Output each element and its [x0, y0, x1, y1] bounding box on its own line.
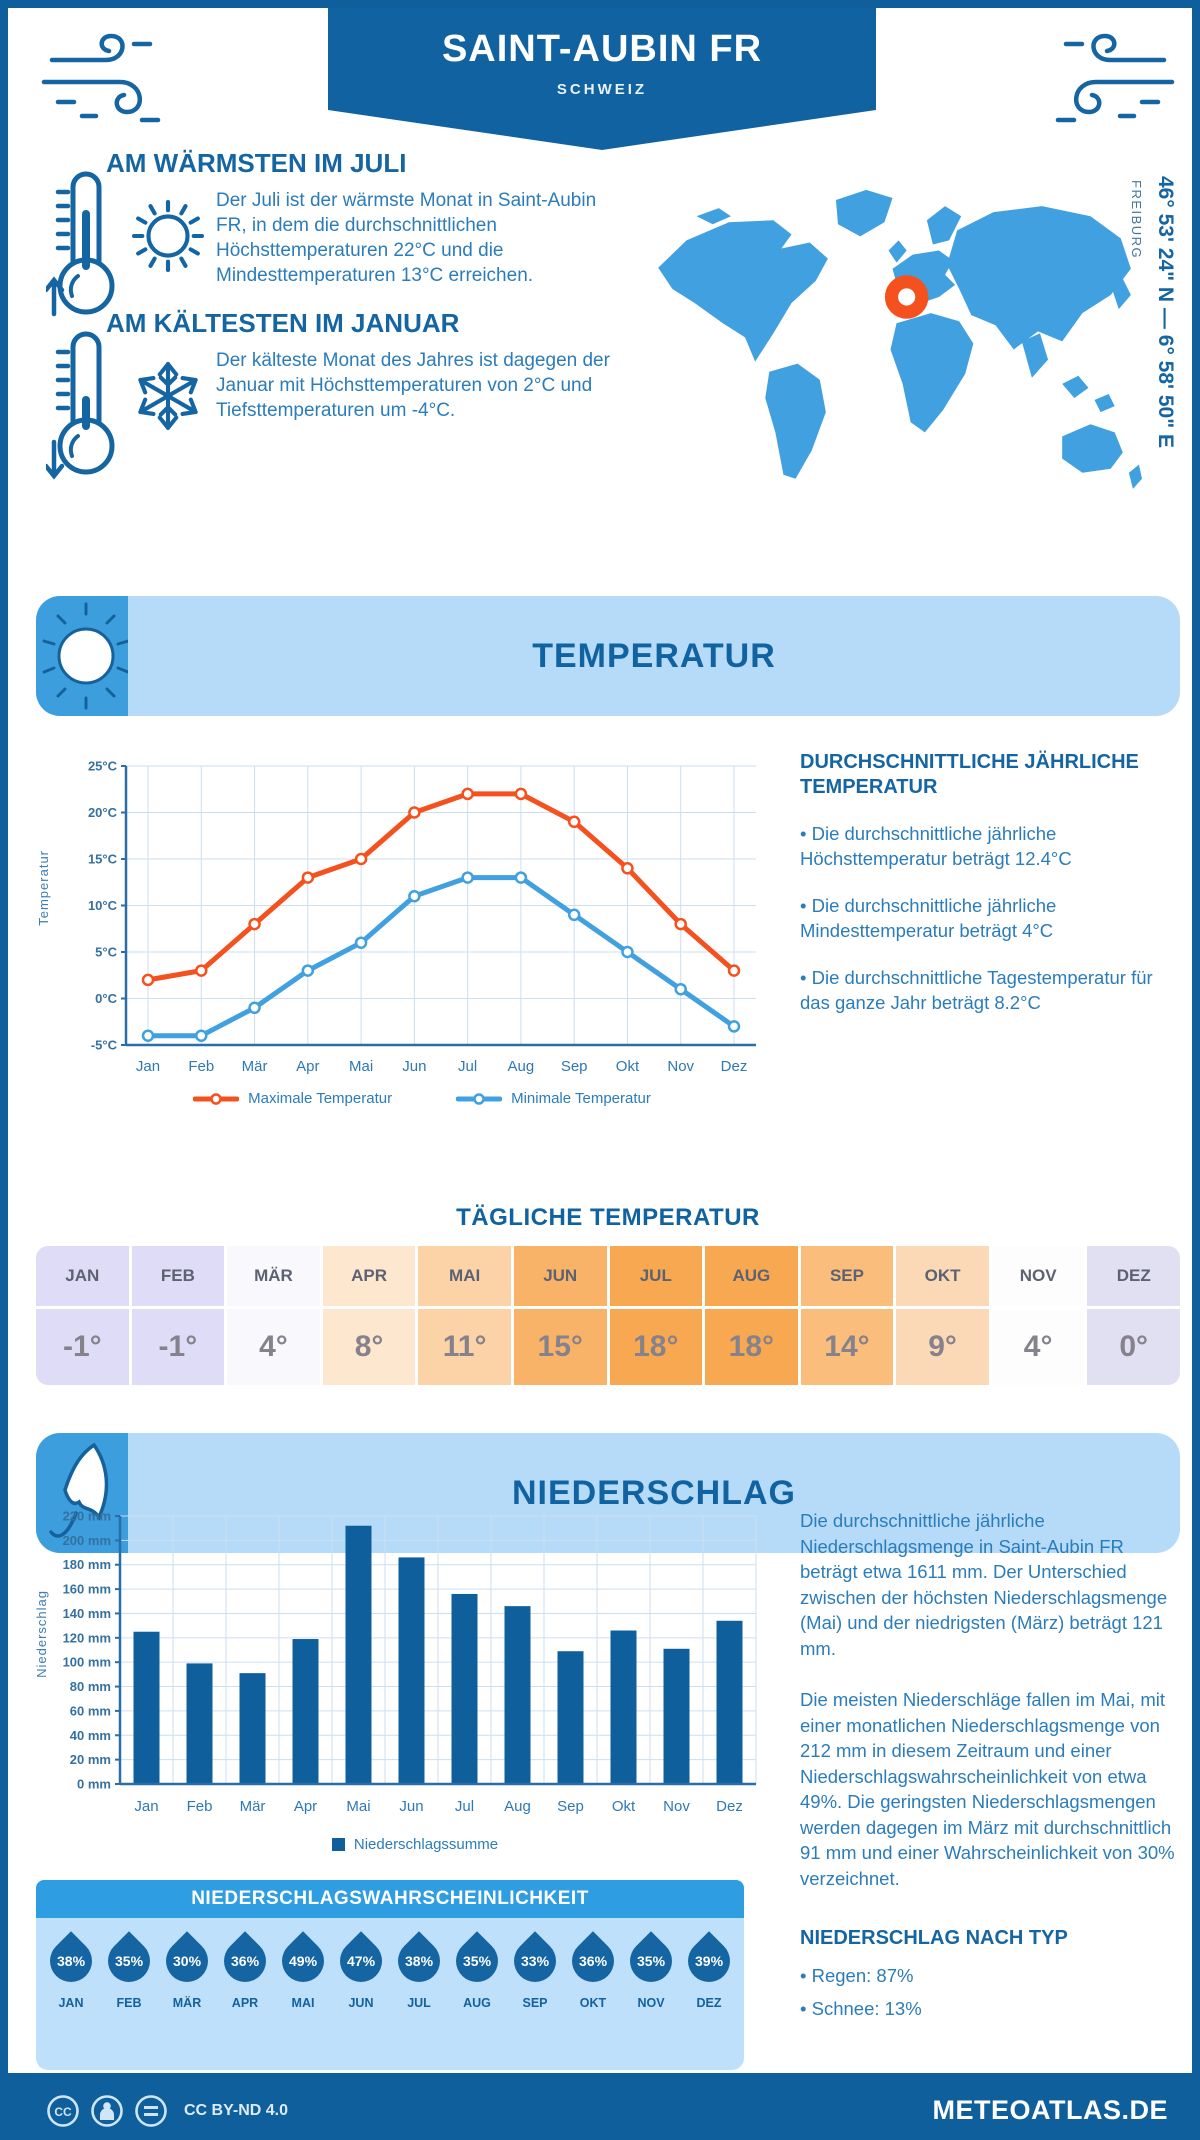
temperature-section-banner: [36, 596, 1180, 716]
daily-table-value: 14°: [801, 1309, 894, 1385]
daily-table-month: SEP: [801, 1246, 894, 1306]
svg-text:Feb: Feb: [188, 1058, 215, 1075]
svg-text:Feb: Feb: [186, 1798, 213, 1815]
svg-text:Jun: Jun: [399, 1798, 424, 1815]
daily-temperature-table: [36, 1246, 1180, 1385]
svg-text:10°C: 10°C: [87, 898, 117, 913]
precip-type-list: [800, 1963, 1182, 2022]
daily-table-month: NOV: [992, 1246, 1085, 1306]
daily-table-value: 15°: [514, 1309, 607, 1385]
probability-item: 38% JAN: [44, 1928, 99, 2010]
wind-icon: [38, 24, 196, 132]
probability-item: 39% DEZ: [682, 1928, 737, 2010]
probability-item: 35% AUG: [450, 1928, 505, 2010]
svg-text:Nov: Nov: [667, 1058, 695, 1075]
daily-table-value: 11°: [418, 1309, 511, 1385]
daily-table-month: MÄR: [227, 1246, 320, 1306]
svg-text:Nov: Nov: [663, 1798, 690, 1815]
daily-table-value: 0°: [1087, 1309, 1180, 1385]
fact-coldest: [44, 308, 629, 466]
daily-table-month: DEZ: [1087, 1246, 1180, 1306]
svg-text:80 mm: 80 mm: [69, 1679, 111, 1695]
legend-item: Minimale Temperatur: [456, 1090, 651, 1107]
probability-item: 38% JUL: [392, 1928, 447, 2010]
temperature-legend: [72, 1090, 772, 1107]
probability-title: NIEDERSCHLAGSWAHRSCHEINLICHKEIT: [36, 1880, 744, 1918]
fact-coldest-title: AM KÄLTESTEN IM JANUAR: [106, 308, 460, 338]
svg-text:Dez: Dez: [716, 1798, 743, 1815]
svg-text:-5°C: -5°C: [90, 1037, 117, 1053]
legend-item: Niederschlagssumme: [332, 1836, 498, 1853]
droplet-icon: 39%: [679, 1931, 738, 1990]
annual-bullet: • Die durchschnittliche jährliche Höchsttemperatur beträgt 12.4°C: [800, 823, 1072, 869]
temp-y-axis-label: Temperatur: [36, 850, 51, 926]
svg-text:60 mm: 60 mm: [69, 1703, 111, 1719]
world-map: [638, 166, 1143, 531]
svg-text:Jan: Jan: [135, 1058, 161, 1075]
daily-table-month: JUN: [514, 1246, 607, 1306]
sun-badge-icon: [36, 596, 128, 716]
svg-text:140 mm: 140 mm: [62, 1605, 111, 1621]
coordinates-label: 46° 53' 24" N — 6° 58' 50" E: [1154, 176, 1177, 449]
droplet-icon: 38%: [389, 1931, 448, 1990]
daily-table-value: 4°: [227, 1309, 320, 1385]
probability-droplets: [36, 1918, 744, 2070]
probability-item: 36% OKT: [566, 1928, 621, 2010]
probability-item: 49% MAI: [276, 1928, 331, 2010]
daily-table-month: OKT: [896, 1246, 989, 1306]
daily-table-month: MAI: [418, 1246, 511, 1306]
thermometer-up-icon: [46, 162, 126, 320]
probability-item: 47% JUN: [334, 1928, 389, 2010]
fact-coldest-text: Der kälteste Monat des Jahres ist dagegen der Januar mit Höchsttemperaturen von 2°C und Tiefsttemperaturen um -4°C.: [216, 350, 610, 422]
svg-text:Mai: Mai: [349, 1058, 374, 1075]
fact-warmest-text: Der Juli ist der wärmste Monat in Saint-Aubin FR, in dem die durchschnittlichen Höchsttemperaturen 22°C und die Mindesttemperaturen 13°C erreichen.: [216, 190, 597, 287]
precip-type-title: NIEDERSCHLAG NACH TYP: [800, 1927, 1068, 1950]
svg-text:180 mm: 180 mm: [62, 1557, 111, 1573]
annual-bullet: • Die durchschnittliche Tagestemperatur für das ganze Jahr beträgt 8.2°C: [800, 966, 1153, 1013]
daily-table-value: 9°: [896, 1309, 989, 1385]
droplet-icon: 35%: [621, 1931, 680, 1990]
svg-text:40 mm: 40 mm: [69, 1727, 111, 1743]
droplet-icon: 36%: [215, 1931, 274, 1990]
daily-table-value: -1°: [132, 1309, 225, 1385]
precipitation-text-block: [800, 1508, 1182, 2022]
fact-warmest-title: AM WÄRMSTEN IM JULI: [106, 148, 407, 178]
probability-item: 35% NOV: [624, 1928, 679, 2010]
svg-text:0°C: 0°C: [95, 991, 117, 1006]
daily-table-month: APR: [323, 1246, 416, 1306]
droplet-icon: 49%: [273, 1931, 332, 1990]
precipitation-chart: [60, 1504, 770, 1826]
license-label: CC BY-ND 4.0: [184, 2101, 289, 2119]
droplet-icon: 35%: [447, 1931, 506, 1990]
droplet-icon: 38%: [41, 1931, 100, 1990]
wind-icon: [1020, 24, 1178, 132]
probability-item: 30% MÄR: [160, 1928, 215, 2010]
probability-item: 35% FEB: [102, 1928, 157, 2010]
svg-text:20°C: 20°C: [87, 805, 117, 820]
svg-text:Jun: Jun: [402, 1058, 427, 1075]
svg-text:Sep: Sep: [557, 1798, 584, 1815]
svg-text:20 mm: 20 mm: [69, 1752, 111, 1768]
annual-temperature-title: DURCHSCHNITTLICHE JÄHRLICHE TEMPERATUR: [800, 751, 1139, 798]
svg-text:220 mm: 220 mm: [62, 1508, 111, 1524]
droplet-icon: 33%: [505, 1931, 564, 1990]
page-title: SAINT-AUBIN FR: [441, 28, 763, 70]
svg-text:Sep: Sep: [560, 1058, 588, 1075]
temperature-chart: [72, 750, 772, 1085]
svg-text:0 mm: 0 mm: [77, 1776, 111, 1792]
daily-temperature-title: TÄGLICHE TEMPERATUR: [456, 1204, 760, 1231]
temperature-section-title: TEMPERATUR: [532, 636, 776, 675]
daily-table-month: FEB: [132, 1246, 225, 1306]
probability-item: 36% APR: [218, 1928, 273, 2010]
header-banner: [328, 8, 876, 110]
daily-table-month: AUG: [705, 1246, 798, 1306]
fact-warmest: [44, 148, 629, 306]
precip-type-bullet: • Schnee: 13%: [800, 1998, 922, 2020]
annual-bullet: • Die durchschnittliche jährliche Mindesttemperatur beträgt 4°C: [800, 894, 1057, 941]
no-derivatives-icon: [134, 2094, 168, 2128]
droplet-icon: 35%: [99, 1931, 158, 1990]
daily-table-month: JAN: [36, 1246, 129, 1306]
page-subtitle: SCHWEIZ: [556, 81, 648, 98]
sun-icon: [132, 200, 204, 272]
svg-text:Mär: Mär: [239, 1798, 266, 1815]
region-label: FREIBURG: [1129, 180, 1144, 260]
svg-text:100 mm: 100 mm: [62, 1654, 111, 1670]
location-marker: [892, 282, 922, 312]
svg-text:5°C: 5°C: [95, 944, 117, 960]
site-name: METEOATLAS.DE: [932, 2095, 1168, 2125]
svg-text:15°C: 15°C: [87, 851, 117, 867]
daily-table-value: 18°: [705, 1309, 798, 1385]
footer: [8, 2073, 1200, 2140]
svg-text:120 mm: 120 mm: [62, 1630, 111, 1646]
precip-y-axis-label: Niederschlag: [34, 1590, 49, 1678]
annual-temperature-block: [800, 750, 1178, 1016]
daily-table-value: 4°: [992, 1309, 1085, 1385]
droplet-icon: 36%: [563, 1931, 622, 1990]
daily-table-value: 8°: [323, 1309, 416, 1385]
svg-text:Aug: Aug: [507, 1058, 535, 1075]
svg-text:Jan: Jan: [134, 1798, 159, 1815]
snowflake-icon: [132, 360, 204, 432]
daily-table-month: JUL: [610, 1246, 703, 1306]
droplet-icon: 30%: [157, 1931, 216, 1990]
svg-text:25°C: 25°C: [87, 758, 117, 774]
license-icons: [46, 2073, 288, 2140]
svg-text:CC: CC: [54, 2104, 72, 2119]
probability-box: [36, 1880, 744, 2070]
svg-text:Jul: Jul: [454, 1798, 475, 1815]
annual-bullet-list: [800, 822, 1178, 1016]
svg-text:200 mm: 200 mm: [62, 1532, 111, 1548]
svg-text:Dez: Dez: [720, 1058, 748, 1075]
precip-paragraph-2: Die meisten Niederschläge fallen im Mai, mit einer monatlichen Niederschlagsmenge von 212 mm in diesem Zeitraum und einer Niederschlagswahrscheinlichkeit von etwa 49%. Die geringsten Niederschlagsmengen werden dagegen im März mit durchschnittlich 91 mm und einer Wahrscheinlichkeit von 30% verzeichnet.: [800, 1689, 1175, 1889]
svg-text:Mär: Mär: [241, 1058, 268, 1075]
daily-table-value: -1°: [36, 1309, 129, 1385]
thermometer-down-icon: [46, 322, 126, 480]
svg-text:Mai: Mai: [346, 1798, 371, 1815]
cc-icon: [46, 2094, 80, 2128]
precipitation-section-title: NIEDERSCHLAG: [511, 1473, 797, 1512]
daily-table-value: 18°: [610, 1309, 703, 1385]
svg-text:Jul: Jul: [458, 1058, 478, 1075]
svg-text:160 mm: 160 mm: [62, 1581, 111, 1597]
svg-text:Okt: Okt: [615, 1058, 640, 1075]
svg-text:Apr: Apr: [293, 1798, 318, 1815]
attribution-icon: [90, 2094, 124, 2128]
precip-paragraph-1: Die durchschnittliche jährliche Niederschlagsmenge in Saint-Aubin FR beträgt etwa 1611 mm. Der Unterschied zwischen der höchsten Niederschlagsmenge (Mai) und der niedrigsten (März) beträgt 121 mm.: [800, 1510, 1168, 1659]
probability-item: 33% SEP: [508, 1928, 563, 2010]
svg-text:Apr: Apr: [296, 1058, 320, 1075]
precipitation-legend: [60, 1836, 770, 1853]
legend-item: Maximale Temperatur: [193, 1090, 392, 1107]
svg-text:Okt: Okt: [611, 1798, 636, 1815]
droplet-icon: 47%: [331, 1931, 390, 1990]
svg-text:Aug: Aug: [504, 1798, 531, 1815]
precip-type-bullet: • Regen: 87%: [800, 1964, 914, 1986]
